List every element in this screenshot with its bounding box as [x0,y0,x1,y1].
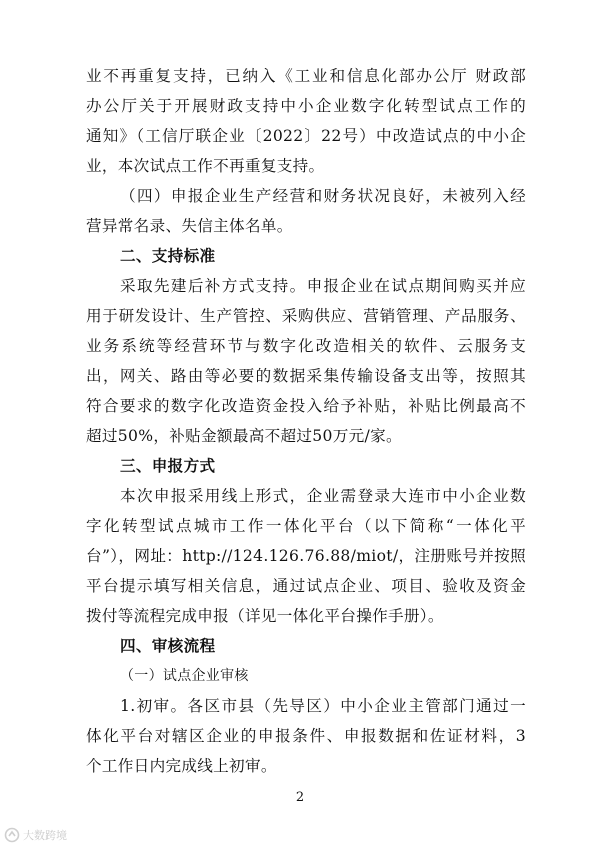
body-line: 办公厅关于开展财政支持中小企业数字化转型试点工作的 [86,97,526,115]
body-line: 业，本次试点工作不再重复支持。 [86,157,325,175]
body-line: 营异常名录、失信主体名单。 [86,217,293,235]
section-heading: 三、申报方式 [120,457,216,475]
body-line: 拨付等流程完成申报（详见一体化平台操作手册）。 [86,607,444,625]
body-line: 通知》（工信厅联企业〔2022〕22号）中改造试点的中小企 [86,127,526,145]
body-line: （四）申报企业生产经营和财务状况良好，未被列入经 [120,187,526,205]
section-heading: 二、支持标准 [120,247,216,265]
body-line: 字化转型试点城市工作一体化平台（以下简称“一体化平 [86,517,526,535]
body-line: 业务系统等经营环节与数字化改造相关的软件、云服务支 [86,337,526,355]
body-line: 超过50%，补贴金额最高不超过50万元/家。 [86,427,402,445]
page-number: 2 [295,790,305,805]
body-line: 出，网关、路由等必要的数据采集传输设备支出等，按照其 [86,367,526,385]
watermark-logo-icon [4,827,20,843]
watermark [4,826,67,844]
body-line: 符合要求的数字化改造资金投入给予补贴，补贴比例最高不 [86,397,526,415]
body-line: 个工作日内完成线上初审。 [86,757,277,775]
body-line: 体化平台对辖区企业的申报条件、申报数据和佐证材料，3 [86,727,526,745]
subsection-heading: （一）试点企业审核 [120,668,249,684]
body-line: 台”），网址：http://124.126.76.88/miot/，注册账号并按照 [86,547,526,565]
body-line: 业不再重复支持，已纳入《工业和信息化部办公厅 财政部 [86,67,526,85]
body-line: 本次申报采用线上形式，企业需登录大连市中小企业数 [120,487,526,505]
body-line: 1.初审。各区市县（先导区）中小企业主管部门通过一 [120,697,526,715]
body-line: 采取先建后补方式支持。申报企业在试点期间购买并应 [120,277,526,295]
section-heading: 四、审核流程 [120,637,216,655]
body-line: 用于研发设计、生产管控、采购供应、营销管理、产品服务、 [86,307,526,325]
watermark-text: 大数跨境 [23,829,67,842]
body-line: 平台提示填写相关信息，通过试点企业、项目、验收及资金 [86,577,526,595]
